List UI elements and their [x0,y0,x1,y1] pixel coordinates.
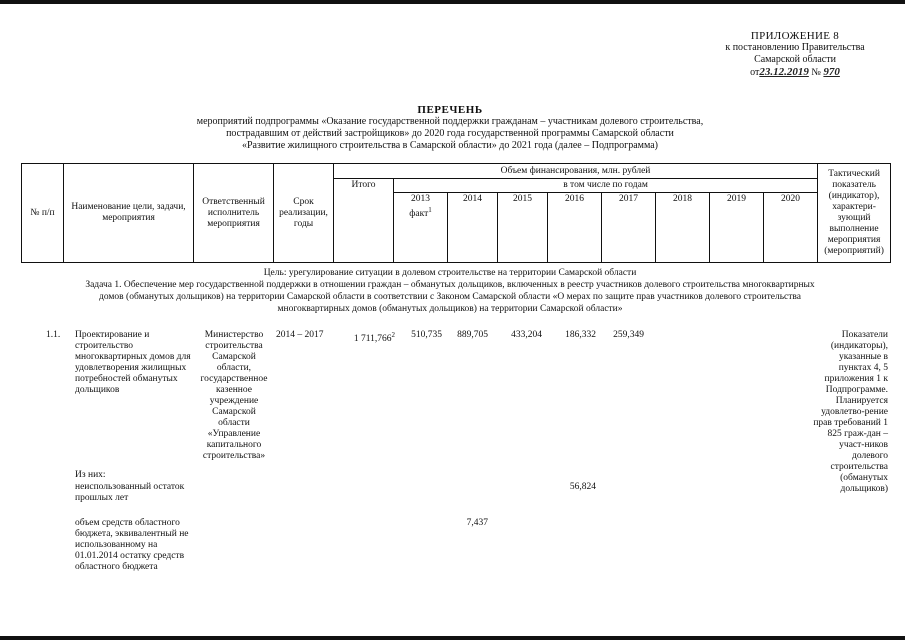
col-header-term: Срок реализации, годы [274,164,334,263]
appendix-title: ПРИЛОЖЕНИЕ 8 [750,30,840,42]
heading-line-1: мероприятий подпрограммы «Оказание государственной поддержки гражданам – участникам долевого строительства, [196,116,704,127]
goal-line: Цель: урегулирование ситуации в долевом строительстве на территории Самарской области [263,268,637,278]
col-header-year-2014: 2014 [448,193,498,263]
col-header-year-2017: 2017 [602,193,656,263]
row-term: 2014 – 2017 [276,330,324,340]
heading-title: ПЕРЕЧЕНЬ [417,104,483,116]
task-line-2: домов (обманутых дольщиков) на территории Самарской области в соответствии с Законом Самарской области «О мерах по защите прав участников долевого строительства [99,292,801,302]
row-executor: Министерство строительства Самарской области, государственное казенное учреждение Самарской области «Управление капитального строительства» [200,330,268,461]
col-header-executor: Ответственный исполнитель мероприятия [194,164,274,263]
row-total [335,330,395,345]
row-value-2014: 889,705 [457,330,488,340]
year-2013-note [396,205,445,220]
footnote-marker-1: 1 [428,206,432,214]
handwritten-date: 23.12.2019 [759,66,809,78]
col-header-year-2015: 2015 [498,193,548,263]
row-value-2017: 259,349 [613,330,644,340]
unused-balance-value-2016: 56,824 [569,482,596,492]
appendix-date-line [700,66,890,79]
regional-budget-value-2014: 7,437 [466,518,488,528]
col-header-year-2019: 2019 [710,193,764,263]
col-header-indicator: Тактический показатель (индикатор), характери-зующий выполнение мероприятия (мероприятий) [818,164,891,263]
header-table [21,163,891,263]
scan-top-edge [0,0,905,4]
row-value-2015: 433,204 [511,330,542,340]
regional-budget-label: объем средств областного бюджета, эквивалентный не использованному на 01.01.2014 остатку средств областного бюджета [75,518,189,572]
col-header-funding: Объем финансирования, млн. рублей [334,164,818,179]
col-header-year-2020: 2020 [764,193,818,263]
row-name: Проектирование и строительство многоквартирных домов для удовлетворения жилищных потребностей обманутых дольщиков [75,330,191,395]
number-prefix: № [811,67,821,78]
appendix-block [700,30,890,79]
heading-line-2: пострадавшим от действий застройщиков» до 2020 года государственной программы Самарской области [226,128,674,139]
task-line-1: Задача 1. Обеспечение мер государственной поддержки в отношении граждан – обманутых дольщиков, включенных в реестр участников долевого строительства многоквартирных [85,280,815,290]
col-header-by-years: в том числе по годам [394,179,818,193]
goal-block [40,267,860,315]
task-line-3: многоквартирных домов (обманутых дольщиков) на территории Самарской области» [277,304,623,314]
col-header-total: Итого [334,179,394,263]
year-2013-label: 2013 [411,194,430,204]
document-heading [100,104,800,152]
row-value-2016: 186,332 [565,330,596,340]
col-header-number: № п/п [22,164,64,263]
appendix-line-2: Самарской области [754,54,836,65]
row-total-value: 1 711,766 [353,334,392,345]
col-header-year-2013 [394,193,448,263]
col-header-year-2016: 2016 [548,193,602,263]
row-number: 1.1. [46,330,61,340]
date-prefix: от [750,67,760,78]
col-header-year-2018: 2018 [656,193,710,263]
heading-line-3: «Развитие жилищного строительства в Самарской области» до 2021 года (далее – Подпрограмма) [241,140,659,151]
sub-rows-heading: Из них: [75,470,106,480]
year-2013-note-text: факт [409,209,429,220]
unused-balance-label: неиспользованный остаток прошлых лет [75,482,185,503]
row-indicator: Показатели (индикаторы), указанные в пунктах 4, 5 приложения 1 к Подпрограмме. Планируется удовлетво-рение прав требований 1 825 граж-дан – участ-ников долевого строительства (обманутых дольщиков) [813,330,888,494]
row-value-2013: 510,735 [411,330,442,340]
footnote-marker-2: 2 [391,331,395,339]
handwritten-number: 970 [823,66,840,78]
appendix-line-1: к постановлению Правительства [725,42,865,53]
col-header-name: Наименование цели, задачи, мероприятия [64,164,194,263]
scan-bottom-edge [0,636,905,640]
